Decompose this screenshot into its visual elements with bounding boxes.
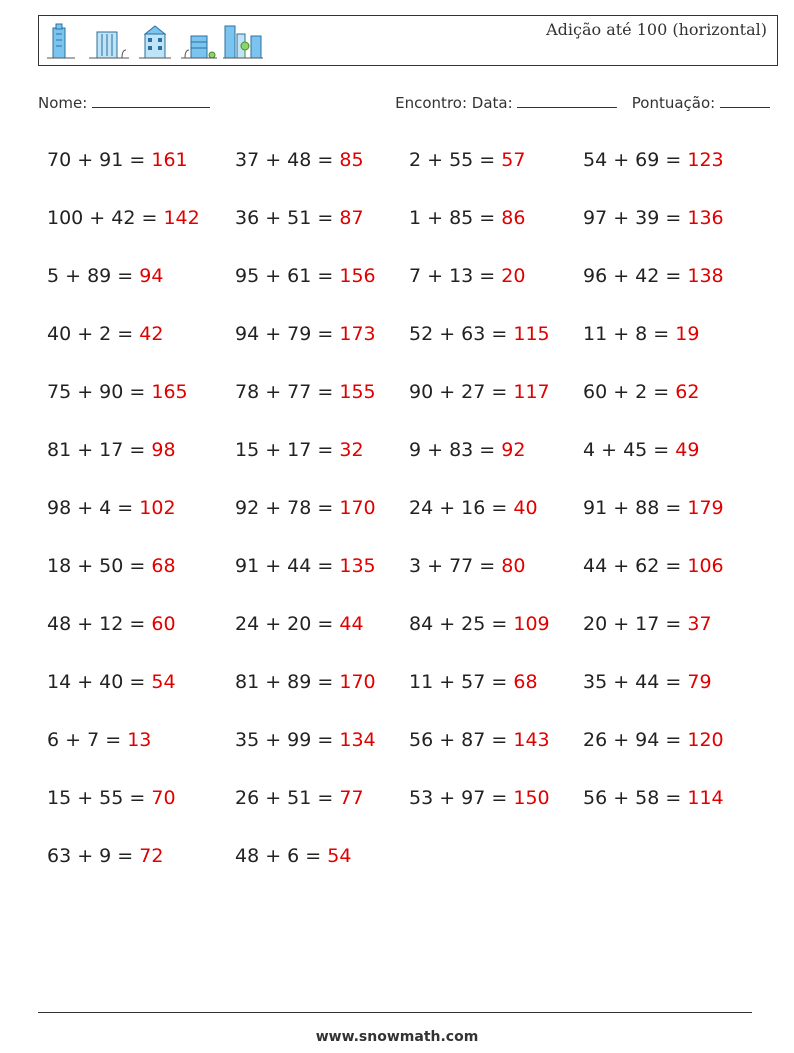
problem-question: 91 + 44 = (235, 555, 340, 577)
problem-answer: 20 (501, 265, 526, 287)
problem-question: 90 + 27 = (409, 381, 514, 403)
problem-item (235, 613, 364, 635)
problem-question: 63 + 9 = (47, 845, 140, 867)
problem-answer: 77 (339, 787, 364, 809)
problem-item (47, 845, 163, 867)
problem-answer: 54 (151, 671, 176, 693)
problem-answer: 60 (151, 613, 176, 635)
problem-item (583, 323, 699, 345)
problem-question: 60 + 2 = (583, 381, 676, 403)
name-field (38, 93, 210, 112)
problem-answer: 142 (163, 207, 200, 229)
problem-question: 100 + 42 = (47, 207, 164, 229)
problem-question: 53 + 97 = (409, 787, 514, 809)
problem-answer: 40 (513, 497, 538, 519)
problem-item (47, 265, 163, 287)
problem-answer: 138 (687, 265, 724, 287)
problem-item (235, 671, 376, 693)
worksheet-header (38, 15, 778, 66)
problem-item (47, 729, 151, 751)
problem-question: 15 + 55 = (47, 787, 152, 809)
problem-answer: 19 (675, 323, 700, 345)
problem-answer: 170 (339, 671, 376, 693)
problem-answer: 123 (687, 149, 724, 171)
problem-question: 78 + 77 = (235, 381, 340, 403)
problem-question: 35 + 44 = (583, 671, 688, 693)
problem-item (583, 671, 712, 693)
problem-question: 11 + 57 = (409, 671, 514, 693)
problem-item (409, 613, 550, 635)
name-blank (92, 93, 210, 108)
problem-question: 44 + 62 = (583, 555, 688, 577)
problem-question: 98 + 4 = (47, 497, 140, 519)
problem-question: 95 + 61 = (235, 265, 340, 287)
problem-answer: 120 (687, 729, 724, 751)
problem-answer: 106 (687, 555, 724, 577)
problem-question: 54 + 69 = (583, 149, 688, 171)
problem-item (235, 265, 376, 287)
problem-question: 4 + 45 = (583, 439, 676, 461)
problem-answer: 114 (687, 787, 724, 809)
name-label: Nome: (38, 94, 88, 112)
problem-item (583, 497, 724, 519)
problem-answer: 170 (339, 497, 376, 519)
problem-answer: 70 (151, 787, 176, 809)
problem-answer: 115 (513, 323, 550, 345)
problem-question: 92 + 78 = (235, 497, 340, 519)
problem-item (583, 265, 724, 287)
problem-answer: 80 (501, 555, 526, 577)
problem-answer: 117 (513, 381, 550, 403)
problem-question: 52 + 63 = (409, 323, 514, 345)
problem-question: 11 + 8 = (583, 323, 676, 345)
problem-answer: 173 (339, 323, 376, 345)
problem-question: 84 + 25 = (409, 613, 514, 635)
problem-item (47, 381, 188, 403)
score-blank (720, 93, 770, 108)
building-icons (45, 22, 267, 62)
problem-question: 20 + 17 = (583, 613, 688, 635)
problem-question: 35 + 99 = (235, 729, 340, 751)
problem-item (583, 439, 699, 461)
problem-answer: 94 (139, 265, 164, 287)
problem-question: 94 + 79 = (235, 323, 340, 345)
score-label: Pontuação: (631, 94, 716, 112)
apartment-building-icon (139, 26, 171, 58)
problem-question: 18 + 50 = (47, 555, 152, 577)
problem-answer: 165 (151, 381, 188, 403)
small-building-icon (181, 36, 217, 58)
problem-answer: 92 (501, 439, 526, 461)
problem-item (409, 729, 550, 751)
problem-answer: 44 (339, 613, 364, 635)
problem-question: 6 + 7 = (47, 729, 128, 751)
problem-answer: 68 (513, 671, 538, 693)
problem-item (409, 381, 550, 403)
problem-question: 48 + 12 = (47, 613, 152, 635)
problem-answer: 161 (151, 149, 188, 171)
footer-divider (38, 1012, 752, 1013)
problem-question: 96 + 42 = (583, 265, 688, 287)
problem-question: 81 + 17 = (47, 439, 152, 461)
problem-answer: 98 (151, 439, 176, 461)
problem-question: 48 + 6 = (235, 845, 328, 867)
problem-question: 2 + 55 = (409, 149, 502, 171)
problem-question: 81 + 89 = (235, 671, 340, 693)
problem-question: 37 + 48 = (235, 149, 340, 171)
problem-item (583, 613, 712, 635)
problem-answer: 79 (687, 671, 712, 693)
office-building-icon (89, 32, 129, 58)
problem-item (583, 149, 724, 171)
problem-item (235, 497, 376, 519)
footer-site: www.snowmath.com (315, 1029, 479, 1045)
problem-item (409, 671, 538, 693)
problem-answer: 72 (139, 845, 164, 867)
problem-answer: 134 (339, 729, 376, 751)
problem-item (583, 381, 699, 403)
problem-answer: 86 (501, 207, 526, 229)
problem-question: 75 + 90 = (47, 381, 152, 403)
problem-item (235, 381, 376, 403)
problem-item (47, 207, 200, 229)
problem-answer: 179 (687, 497, 724, 519)
problem-item (47, 613, 176, 635)
problem-item (235, 439, 364, 461)
problem-question: 24 + 20 = (235, 613, 340, 635)
problem-item (583, 207, 724, 229)
problem-item (47, 671, 176, 693)
date-label: Data: (471, 94, 513, 112)
problem-answer: 85 (339, 149, 364, 171)
problem-item (409, 555, 525, 577)
problem-item (409, 439, 525, 461)
problem-answer: 37 (687, 613, 712, 635)
problem-answer: 109 (513, 613, 550, 635)
tower-building-icon (47, 24, 75, 58)
problem-question: 91 + 88 = (583, 497, 688, 519)
problem-answer: 143 (513, 729, 550, 751)
problem-item (47, 149, 188, 171)
problem-item (235, 555, 376, 577)
problem-question: 3 + 77 = (409, 555, 502, 577)
problem-question: 56 + 58 = (583, 787, 688, 809)
meeting-fields (395, 93, 770, 112)
problem-item (47, 323, 163, 345)
problem-answer: 156 (339, 265, 376, 287)
problem-question: 24 + 16 = (409, 497, 514, 519)
problem-answer: 13 (127, 729, 152, 751)
problem-item (409, 149, 525, 171)
problem-answer: 49 (675, 439, 700, 461)
problem-answer: 136 (687, 207, 724, 229)
city-skyline-icon (223, 26, 263, 58)
problem-answer: 54 (327, 845, 352, 867)
problem-answer: 155 (339, 381, 376, 403)
problem-question: 26 + 94 = (583, 729, 688, 751)
problem-answer: 102 (139, 497, 176, 519)
problem-item (47, 497, 176, 519)
problem-question: 5 + 89 = (47, 265, 140, 287)
problem-item (583, 555, 724, 577)
problem-question: 9 + 83 = (409, 439, 502, 461)
problem-item (409, 497, 538, 519)
problem-question: 14 + 40 = (47, 671, 152, 693)
date-blank (517, 93, 617, 108)
problem-question: 26 + 51 = (235, 787, 340, 809)
problem-question: 40 + 2 = (47, 323, 140, 345)
problem-item (409, 265, 525, 287)
problem-answer: 150 (513, 787, 550, 809)
problem-item (235, 729, 376, 751)
problem-item (235, 149, 364, 171)
problem-answer: 62 (675, 381, 700, 403)
meeting-label: Encontro: (395, 94, 468, 112)
problem-question: 70 + 91 = (47, 149, 152, 171)
worksheet-title: Adição até 100 (horizontal) (546, 20, 767, 39)
problem-question: 36 + 51 = (235, 207, 340, 229)
problem-question: 15 + 17 = (235, 439, 340, 461)
problem-item (409, 323, 550, 345)
problem-item (583, 787, 724, 809)
problem-item (47, 787, 176, 809)
problem-item (47, 555, 176, 577)
problem-answer: 68 (151, 555, 176, 577)
problem-item (47, 439, 176, 461)
problem-question: 7 + 13 = (409, 265, 502, 287)
problem-answer: 42 (139, 323, 164, 345)
problem-answer: 87 (339, 207, 364, 229)
problem-answer: 135 (339, 555, 376, 577)
problem-item (235, 207, 364, 229)
problem-item (409, 787, 550, 809)
problem-item (235, 323, 376, 345)
problem-question: 1 + 85 = (409, 207, 502, 229)
problem-item (235, 787, 364, 809)
problem-answer: 32 (339, 439, 364, 461)
problem-item (409, 207, 525, 229)
problem-answer: 57 (501, 149, 526, 171)
problem-question: 56 + 87 = (409, 729, 514, 751)
problem-question: 97 + 39 = (583, 207, 688, 229)
problem-item (583, 729, 724, 751)
problem-item (235, 845, 351, 867)
